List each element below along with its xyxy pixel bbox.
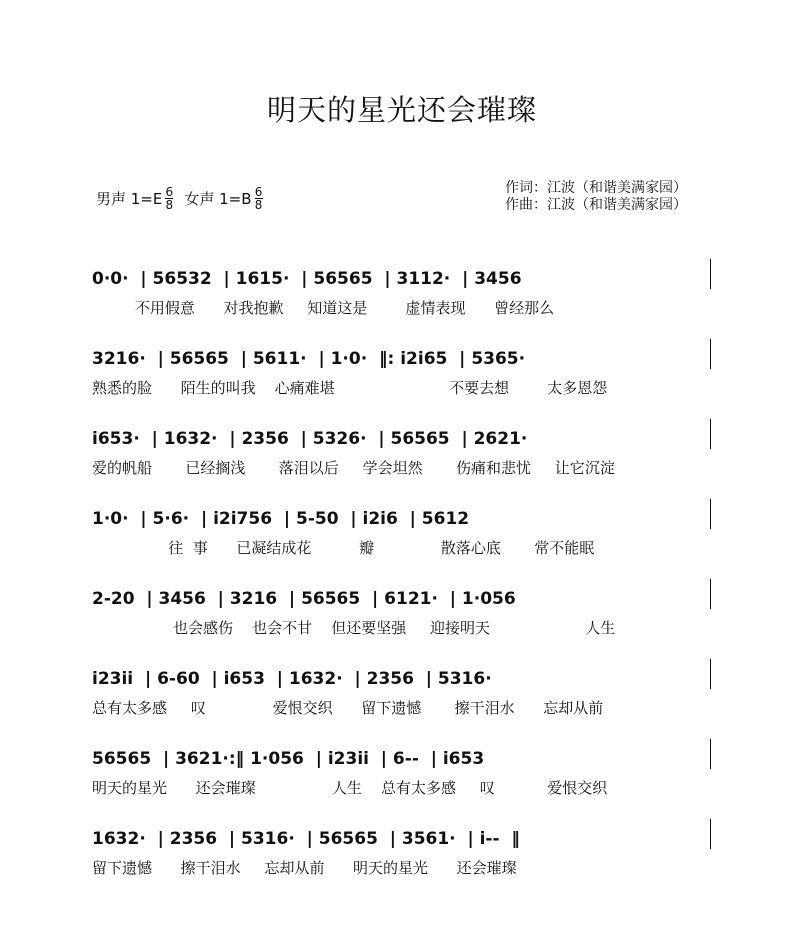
barline <box>710 339 711 369</box>
score-system-8 <box>92 815 724 875</box>
notation-line: 2-20 | 3456 | 3216 | 56565 | 6121· | 1·056 <box>92 589 516 609</box>
notation-line: i23ii | 6-60 | i653 | 1632· | 2356 | 5316· <box>92 669 492 689</box>
lyric-line: 总有太多感 叹 爱恨交织 留下遗憾 擦干泪水 忘却从前 <box>92 699 604 717</box>
lyric-line: 爱的帆船 已经搁浅 落泪以后 学会坦然 伤痛和悲忧 让它沉淀 <box>92 459 615 477</box>
female-key: 女声 1=B <box>184 190 252 208</box>
lyric-line: 留下遗憾 擦干泪水 忘却从前 明天的星光 还会璀璨 <box>92 859 517 877</box>
barline <box>710 659 711 689</box>
score-system-6 <box>92 655 724 715</box>
score-system-3 <box>92 415 724 475</box>
score-system-7 <box>92 735 724 795</box>
time-signature-female: $\frac{6}{8}$ <box>254 185 263 212</box>
lyric-line: 也会感伤 也会不甘 但还要坚强 迎接明天 人生 <box>92 619 616 637</box>
notation-line: 0·0· | 56532 | 1615· | 56565 | 3112· | 3456 <box>92 269 522 289</box>
barline <box>710 499 711 529</box>
barline <box>710 579 711 609</box>
score-system-2 <box>92 335 724 395</box>
song-title: 明天的星光还会璀璨 <box>266 93 537 127</box>
male-key: 男声 1=E <box>96 190 163 208</box>
notation-line: i653· | 1632· | 2356 | 5326· | 56565 | 2621· <box>92 429 528 449</box>
lyricist: 作词：江波（和谐美满家园） <box>505 180 687 196</box>
lyric-line: 不用假意 对我抱歉 知道这是 虚情表现 曾经那么 <box>92 299 555 317</box>
barline <box>710 819 711 849</box>
lyric-line: 明天的星光 还会璀璨 人生 总有太多感 叹 爱恨交织 <box>92 779 608 797</box>
barline <box>710 419 711 449</box>
notation-line: 3216· | 56565 | 5611· | 1·0· ‖: i2i65 | 5365· <box>92 349 526 369</box>
time-signature-male: $\frac{6}{8}$ <box>165 185 174 212</box>
lyric-line: 熟悉的脸 陌生的叫我 心痛难堪 不要去想 太多恩怨 <box>92 379 608 397</box>
score-system-5 <box>92 575 724 635</box>
score-system-1 <box>92 255 724 315</box>
notation-line: 1632· | 2356 | 5316· | 56565 | 3561· | i-- ‖ <box>92 829 520 849</box>
lyric-line: 往 事 已凝结成花 瓣 散落心底 常不能眠 <box>92 539 595 557</box>
barline <box>710 259 711 289</box>
barline <box>710 739 711 769</box>
composer: 作曲：江波（和谐美满家园） <box>505 197 687 213</box>
credits <box>505 180 687 214</box>
notation-line: 56565 | 3621·:‖ 1·056 | i23ii | 6-- | i653 <box>92 749 485 769</box>
key-signature <box>96 186 266 211</box>
score-system-4 <box>92 495 724 555</box>
notation-line: 1·0· | 5·6· | i2i756 | 5-50 | i2i6 | 5612 <box>92 509 470 529</box>
